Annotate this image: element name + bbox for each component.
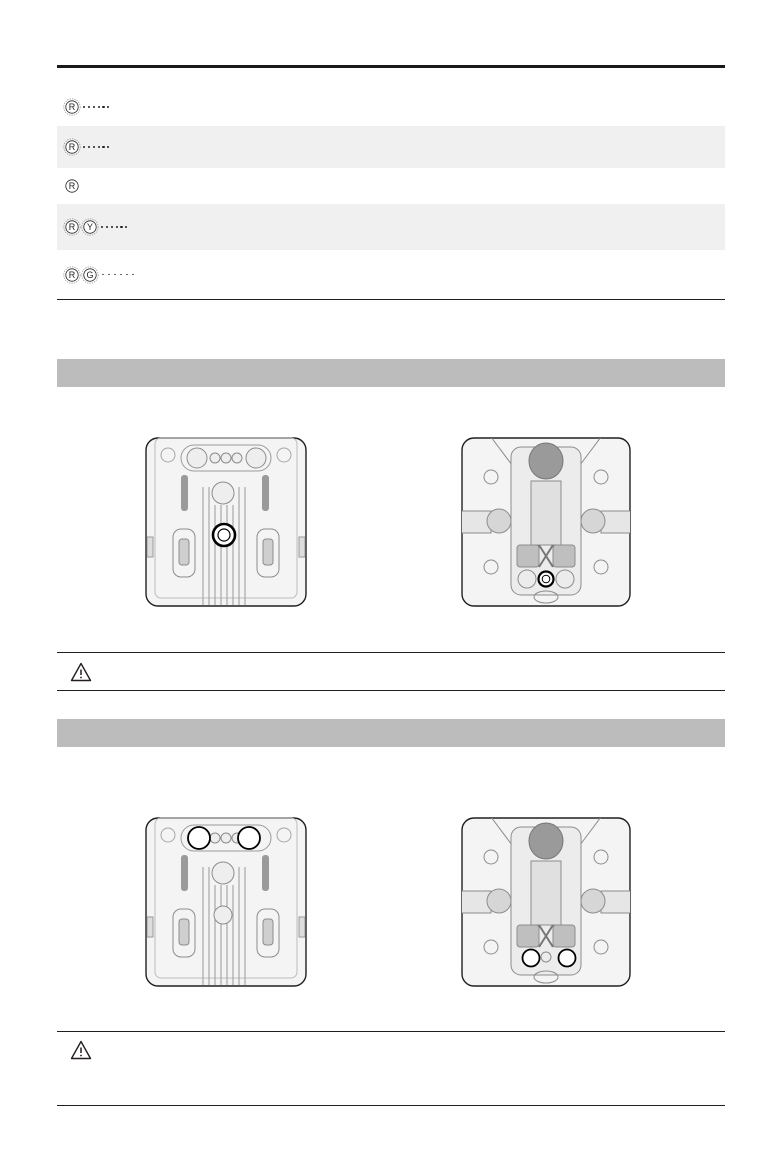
led-status-table: [57, 88, 725, 299]
led-lights: [63, 266, 99, 284]
aircraft-underside-view-2: [461, 817, 631, 987]
led-light-icon: [63, 177, 81, 195]
warning-triangle-icon: [70, 1040, 92, 1060]
bottom-rule: [57, 1105, 725, 1106]
svg-text:R: R: [68, 222, 76, 233]
aircraft-underside-view-1: [461, 437, 631, 607]
warning-triangle-icon: [70, 662, 92, 682]
led-row-4: [57, 204, 725, 250]
led-row-5: [57, 250, 725, 299]
svg-text:R: R: [68, 142, 76, 153]
svg-text:R: R: [68, 181, 76, 192]
led-light-icon: [81, 266, 99, 284]
led-lights: [63, 218, 99, 236]
table-bottom-rule: [57, 299, 725, 300]
caution-box-2: [57, 1031, 725, 1106]
led-light-icon: [81, 218, 99, 236]
led-row-1: [57, 88, 725, 126]
caution-box-1: [57, 652, 725, 691]
led-row-3: [57, 168, 725, 204]
svg-text:R: R: [68, 102, 76, 113]
section-header-bar-1: [57, 359, 725, 387]
blink-pattern: [82, 106, 111, 108]
led-row-2: [57, 126, 725, 168]
section-header-bar-2: [57, 719, 725, 747]
blink-pattern: [100, 226, 129, 228]
aircraft-bottom-view-1: [145, 437, 307, 607]
svg-text:R: R: [68, 269, 76, 280]
aircraft-bottom-view-2: [145, 817, 307, 987]
led-light-icon: [63, 98, 81, 116]
svg-text:G: G: [86, 269, 94, 280]
led-lights: [63, 138, 81, 156]
led-lights: [63, 177, 81, 195]
led-light-icon: [63, 266, 81, 284]
svg-text:Y: Y: [86, 222, 94, 233]
blink-pattern: [82, 146, 111, 148]
led-light-icon: [63, 138, 81, 156]
led-light-icon: [63, 218, 81, 236]
top-rule: [57, 65, 725, 68]
led-lights: [63, 98, 81, 116]
blink-pattern: [100, 274, 136, 276]
